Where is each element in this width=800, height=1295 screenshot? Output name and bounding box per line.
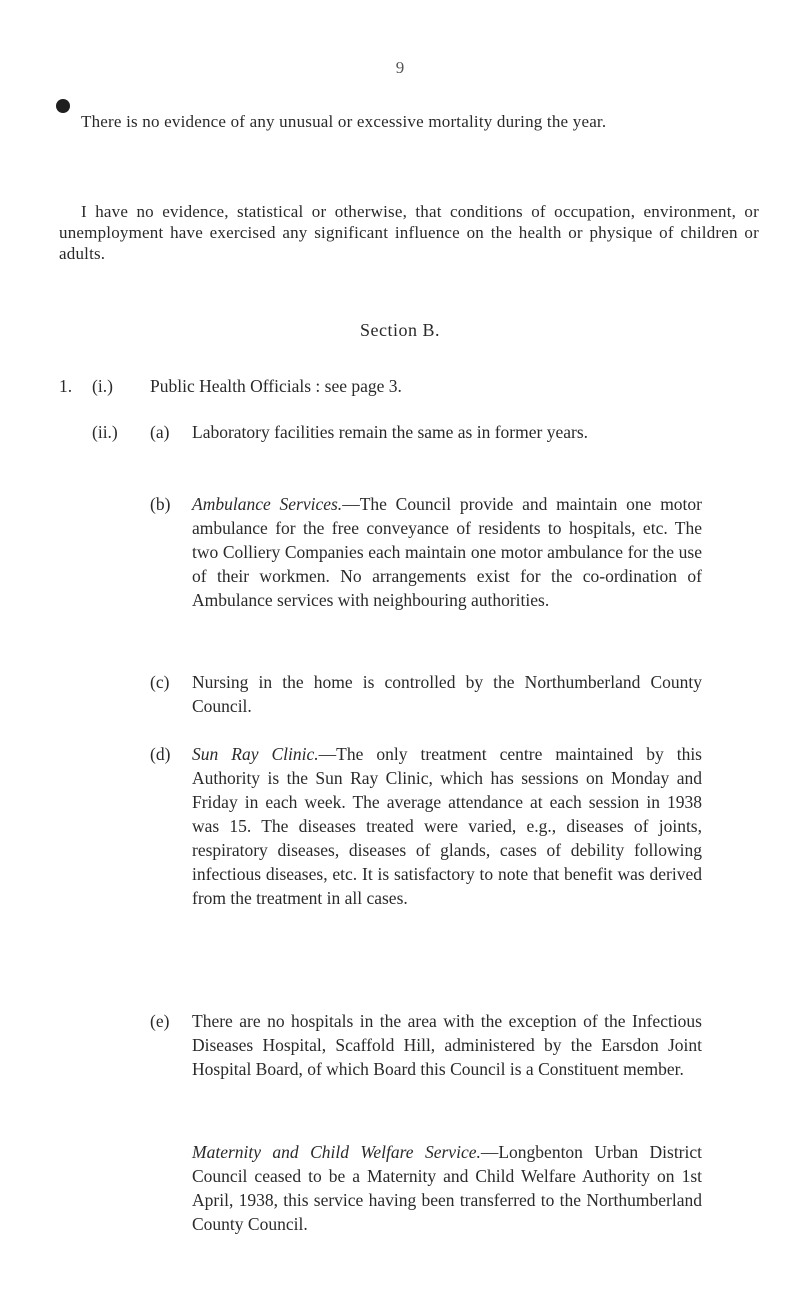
sub-item-label: (b) <box>150 494 171 514</box>
sun-ray-clinic-body: —The only treatment centre maintained by this Authority is the Sun Ray Clinic, which has sessions on Monday and Friday in each week. The average attendance at each session in 1938 was 15. The diseases treated were varied, e.g., diseases of joints, respiratory diseases, diseases of glands, cases of debility following infectious diseases, etc. It is satisfactory to note that benefit was derived from the treatment in all cases. <box>192 744 702 908</box>
maternity-title: Maternity and Child Welfare Service. <box>192 1142 481 1162</box>
sun-ray-clinic-title: Sun Ray Clinic. <box>192 744 319 764</box>
ambulance-services-text <box>192 492 702 612</box>
sun-ray-clinic-text <box>192 742 702 910</box>
conditions-paragraph: I have no evidence, statistical or otherwise, that conditions of occupation, environment, or unemployment have exercised any significant influence on the health or physique of children or adults. <box>59 202 759 263</box>
sub-item-label: (c) <box>150 672 170 692</box>
hospitals-text: There are no hospitals in the area with the exception of the Infectious Diseases Hospital, Scaffold Hill, administered by the Earsdon Joint Hospital Board, of which Board this Council is a Constituent member. <box>192 1011 702 1079</box>
sub-item-label: (e) <box>150 1011 170 1031</box>
roman-numeral-i: (i.) <box>92 376 113 396</box>
ambulance-services-body: —The Council provide and maintain one motor ambulance for the free conveyance of residents to hospitals, etc. The two Colliery Companies each maintain one motor ambulance for the use of their workmen. No arrangements exist for the co-ordination of Ambulance services with neighbouring authorities. <box>192 494 702 610</box>
item-number: 1. <box>59 376 73 396</box>
public-health-officials-text: Public Health Officials : see page 3. <box>150 376 402 396</box>
maternity-body: —Longbenton Urban District Council ceased to be a Maternity and Child Welfare Authority on 1st April, 1938, this service having been transferred to the Northumberland County Council. <box>192 1142 702 1234</box>
page-number: 9 <box>395 58 405 77</box>
sub-item-label: (d) <box>150 744 171 764</box>
mortality-paragraph: There is no evidence of any unusual or excessive mortality during the year. <box>81 112 607 131</box>
section-title: Section B. <box>360 320 440 340</box>
maternity-child-welfare-paragraph <box>192 1140 702 1236</box>
roman-numeral-ii: (ii.) <box>92 422 118 442</box>
laboratory-text: Laboratory facilities remain the same as in former years. <box>192 422 589 442</box>
nursing-text: Nursing in the home is controlled by the Northumberland County Council. <box>192 672 702 716</box>
ambulance-services-title: Ambulance Services. <box>192 494 343 514</box>
sub-item-label: (a) <box>150 422 170 442</box>
